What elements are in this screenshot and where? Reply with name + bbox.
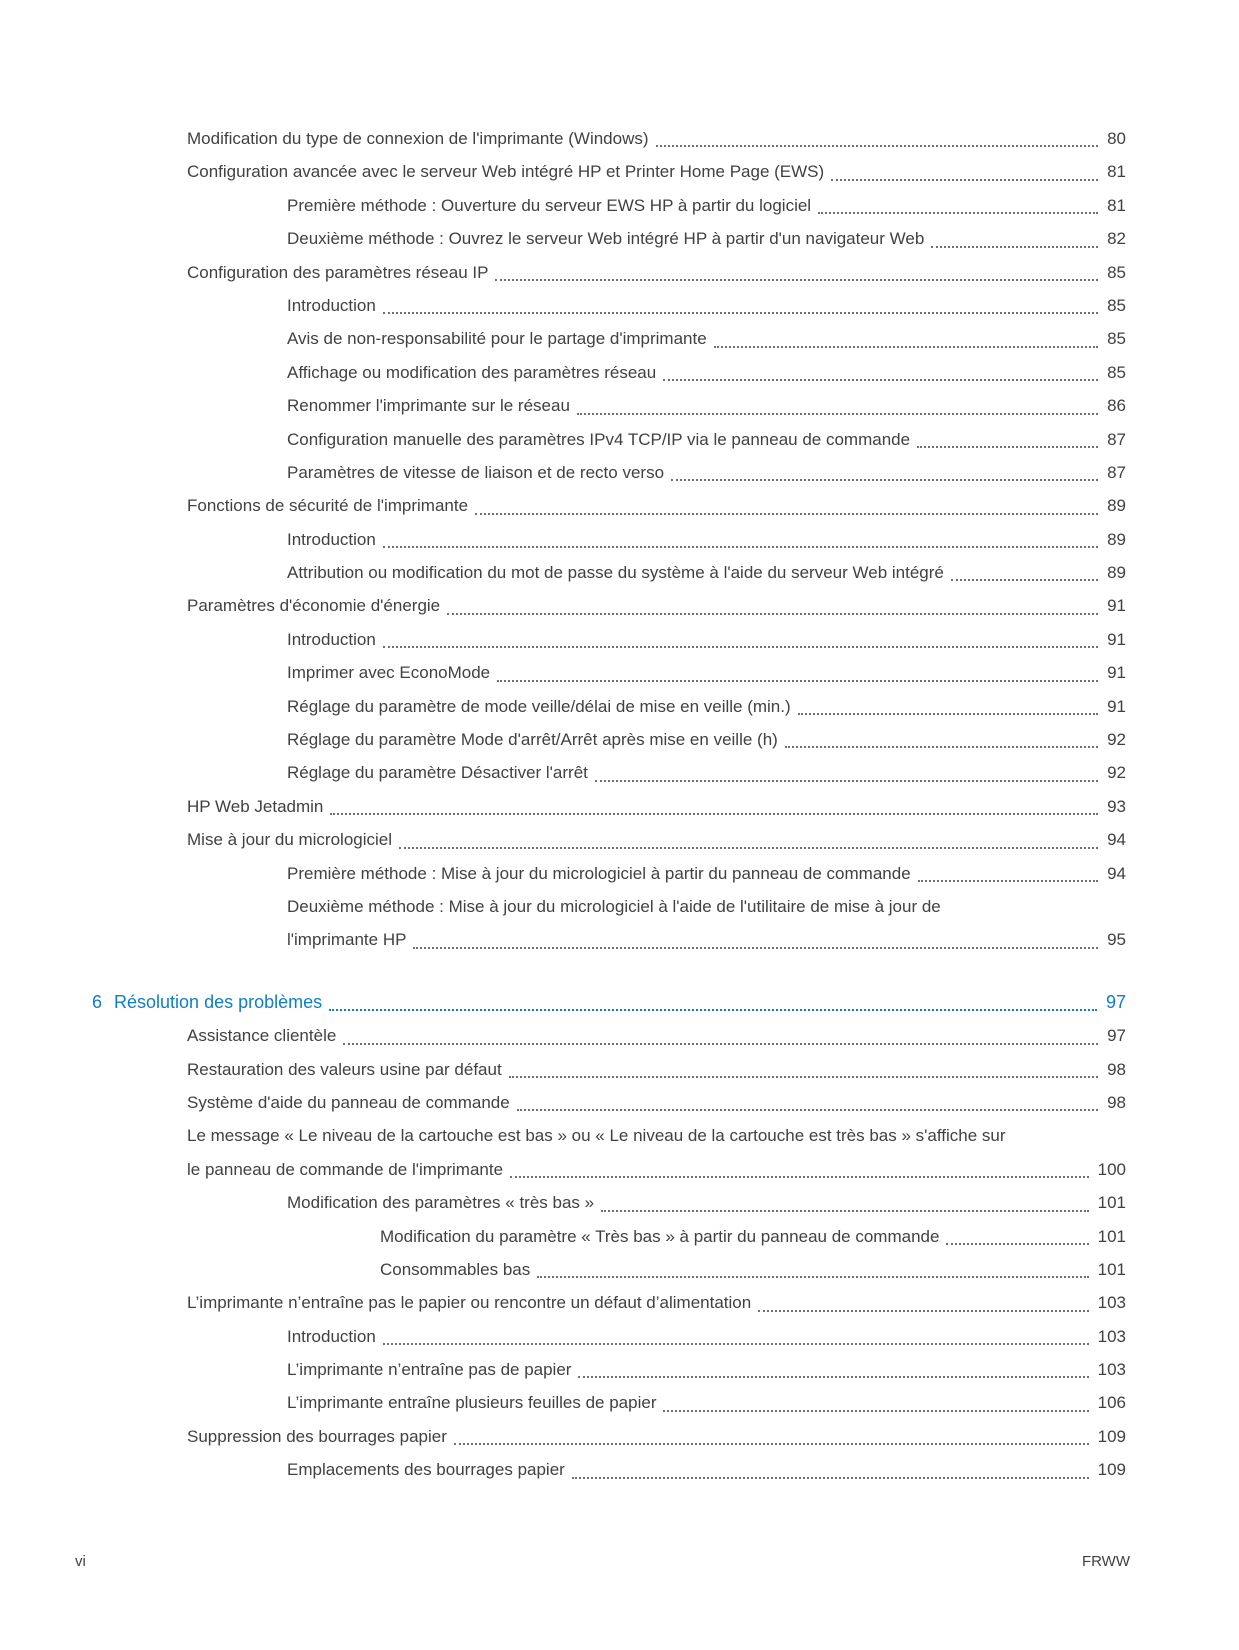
toc-entry[interactable] [92, 857, 1126, 890]
toc-entry[interactable] [92, 1019, 1126, 1052]
toc-entry-wrap-line[interactable] [92, 890, 1126, 923]
toc-entry-page: 98 [1107, 1092, 1126, 1112]
toc-entry-page: 101 [1097, 1226, 1126, 1246]
dot-leader [918, 856, 1098, 882]
toc-entry-page: 101 [1097, 1259, 1126, 1279]
toc-entry-page: 89 [1107, 529, 1126, 549]
page-footer [0, 1553, 1239, 1577]
toc-entry-page: 95 [1107, 930, 1126, 950]
toc-entry-label: Introduction [287, 629, 376, 649]
toc-entry[interactable] [92, 1253, 1126, 1286]
toc-entry-page: 91 [1107, 696, 1126, 716]
toc-entry-page: 85 [1107, 329, 1126, 349]
dot-leader [663, 1386, 1088, 1412]
toc-entry-label: Introduction [287, 529, 376, 549]
toc-entry-label: L’imprimante n’entraîne pas le papier ou rencontre un défaut d’alimentation [187, 1293, 752, 1313]
toc-entry-page: 85 [1107, 362, 1126, 382]
toc-entry-page: 98 [1107, 1059, 1126, 1079]
dot-leader [656, 121, 1099, 147]
toc-entry-label: Affichage ou modification des paramètres réseau [287, 362, 657, 382]
toc-entry-label: Modification du paramètre « Très bas » à partir du panneau de commande [380, 1226, 940, 1246]
dot-leader [495, 255, 1098, 281]
toc-entry-label: Mise à jour du micrologiciel [187, 830, 393, 850]
toc-entry-label: Réglage du paramètre Mode d'arrêt/Arrêt après mise en veille (h) [287, 730, 778, 750]
dot-leader [931, 222, 1098, 248]
toc-entry-page: 93 [1107, 796, 1126, 816]
dot-leader [383, 522, 1098, 548]
toc-entry-label: Fonctions de sécurité de l'imprimante [187, 496, 469, 516]
dot-leader [671, 455, 1098, 481]
dot-leader [329, 985, 1097, 1011]
toc-entry[interactable] [92, 556, 1126, 589]
toc-entry-page: 103 [1097, 1326, 1126, 1346]
toc-entry-label: Emplacements des bourrages papier [287, 1460, 565, 1480]
toc-entry-page: 92 [1107, 763, 1126, 783]
toc-entry-label: Configuration manuelle des paramètres IPv4 TCP/IP via le panneau de commande [287, 429, 911, 449]
toc-entry-label: Système d'aide du panneau de commande [187, 1092, 510, 1112]
toc-entry-page: 97 [1107, 1026, 1126, 1046]
toc-entry[interactable] [92, 256, 1126, 289]
toc-entry[interactable] [92, 1086, 1126, 1119]
toc-entry[interactable] [92, 723, 1126, 756]
footer-language-code: FRWW [1081, 1553, 1130, 1570]
dot-leader [595, 756, 1098, 782]
toc-entry[interactable] [92, 523, 1126, 556]
toc-entry-page: 89 [1107, 496, 1126, 516]
dot-leader [537, 1252, 1088, 1278]
dot-leader [510, 1152, 1089, 1178]
toc-entry[interactable] [92, 1286, 1126, 1319]
dot-leader [383, 622, 1098, 648]
toc-entry-label: Le message « Le niveau de la cartouche est bas » ou « Le niveau de la cartouche est très bas » s'affiche sur [187, 1126, 1006, 1146]
toc-entry[interactable] [92, 823, 1126, 856]
dot-leader [577, 389, 1098, 415]
dot-leader [497, 656, 1098, 682]
chapter-number: 6 [92, 991, 103, 1012]
dot-leader [601, 1186, 1089, 1212]
toc-entry[interactable] [92, 356, 1126, 389]
toc-entry[interactable] [92, 1386, 1126, 1419]
toc-entry-page: 91 [1107, 629, 1126, 649]
dot-leader [517, 1085, 1098, 1111]
toc-entry-label: Réglage du paramètre Désactiver l'arrêt [287, 763, 588, 783]
toc-entry-label: Configuration avancée avec le serveur Web intégré HP et Printer Home Page (EWS) [187, 162, 825, 182]
dot-leader [383, 288, 1098, 314]
toc-chapter-heading[interactable] [92, 986, 1126, 1019]
toc-entry-page: 91 [1107, 663, 1126, 683]
dot-leader [383, 1319, 1089, 1345]
toc-entry[interactable] [92, 389, 1126, 422]
toc-entry-label: Imprimer avec EconoMode [287, 663, 491, 683]
toc-entry[interactable] [92, 623, 1126, 656]
toc-entry-page: 100 [1097, 1159, 1126, 1179]
toc-entry[interactable] [92, 1053, 1126, 1086]
dot-leader [951, 555, 1098, 581]
toc-entry-page: 101 [1097, 1193, 1126, 1213]
toc-entry[interactable] [92, 656, 1126, 689]
toc-entry-wrap-line[interactable] [92, 1119, 1126, 1152]
dot-leader [758, 1286, 1088, 1312]
toc-entry[interactable] [92, 189, 1126, 222]
toc-entry[interactable] [92, 456, 1126, 489]
toc-entry-page: 92 [1107, 730, 1126, 750]
toc-entry-label: le panneau de commande de l'imprimante [187, 1159, 504, 1179]
toc-entry[interactable] [92, 589, 1126, 622]
toc-entry-page: 109 [1097, 1426, 1126, 1446]
toc-entry[interactable] [92, 690, 1126, 723]
toc-entry-label: Assistance clientèle [187, 1026, 337, 1046]
toc-entry[interactable] [92, 790, 1126, 823]
toc-entry-label: Modification du type de connexion de l'imprimante (Windows) [187, 129, 649, 148]
toc-entry[interactable] [92, 1453, 1126, 1486]
toc-entry[interactable] [92, 1353, 1126, 1386]
toc-entry-label: Modification des paramètres « très bas » [287, 1193, 595, 1213]
dot-leader [663, 355, 1098, 381]
dot-leader [330, 789, 1098, 815]
toc-entry-label: Introduction [287, 1326, 376, 1346]
toc-entry[interactable] [92, 1186, 1126, 1219]
toc-entry-page: 81 [1107, 162, 1126, 182]
dot-leader [831, 155, 1098, 181]
toc-entry-label: L’imprimante n’entraîne pas de papier [287, 1360, 572, 1380]
toc-entry-page: 106 [1097, 1393, 1126, 1413]
toc-entry-page: 87 [1107, 462, 1126, 482]
toc-entry[interactable] [92, 122, 1126, 155]
toc-entry-label: Renommer l'imprimante sur le réseau [287, 396, 570, 416]
toc-entry-page: 94 [1107, 830, 1126, 850]
toc-entry-page: 94 [1107, 863, 1126, 883]
toc-entry[interactable] [92, 423, 1126, 456]
dot-leader [818, 188, 1098, 214]
dot-leader [798, 689, 1098, 715]
toc-entry-label: Deuxième méthode : Ouvrez le serveur Web intégré HP à partir d'un navigateur Web [287, 229, 925, 249]
toc-entry-label: Restauration des valeurs usine par défaut [187, 1059, 502, 1079]
toc-entry[interactable] [92, 222, 1126, 255]
toc-entry-label: Paramètres de vitesse de liaison et de recto verso [287, 462, 665, 482]
toc-entry-label: Attribution ou modification du mot de passe du système à l'aide du serveur Web intégré [287, 563, 944, 583]
toc-entry-page: 86 [1107, 396, 1126, 416]
toc-entry[interactable] [92, 756, 1126, 789]
dot-leader [399, 823, 1098, 849]
dot-leader [714, 322, 1098, 348]
dot-leader [917, 422, 1098, 448]
toc-entry[interactable] [92, 1320, 1126, 1353]
toc-entry-label: Configuration des paramètres réseau IP [187, 262, 489, 282]
toc-entry-page: 81 [1107, 195, 1126, 215]
toc-entry[interactable] [92, 489, 1126, 522]
toc-entry-page: 80 [1107, 129, 1126, 148]
toc-entry[interactable] [92, 155, 1126, 188]
toc-entry-page: 109 [1097, 1460, 1126, 1480]
toc-entry-label: Suppression des bourrages papier [187, 1426, 447, 1446]
toc-entry[interactable] [92, 1420, 1126, 1453]
toc-entry-page: 91 [1107, 596, 1126, 616]
dot-leader [578, 1352, 1088, 1378]
toc-entry-page: 85 [1107, 295, 1126, 315]
dot-leader [946, 1219, 1088, 1245]
toc-entry-label: Paramètres d'économie d'énergie [187, 596, 441, 616]
toc-entry-page: 85 [1107, 262, 1126, 282]
dot-leader [475, 489, 1098, 515]
toc-entry-page: 82 [1107, 229, 1126, 249]
toc-entry-label: Réglage du paramètre de mode veille/délai de mise en veille (min.) [287, 696, 791, 716]
toc-entry-label: L’imprimante entraîne plusieurs feuilles de papier [287, 1393, 657, 1413]
toc-entry-label: Introduction [287, 295, 376, 315]
toc-entry-label: Avis de non-responsabilité pour le partage d'imprimante [287, 329, 707, 349]
footer-page-number: vi [75, 1553, 86, 1570]
toc-entry-page: 87 [1107, 429, 1126, 449]
toc-entry[interactable] [92, 289, 1126, 322]
chapter-title: Résolution des problèmes [114, 991, 323, 1012]
toc-entry[interactable] [92, 1220, 1126, 1253]
toc-entry-label: Première méthode : Ouverture du serveur EWS HP à partir du logiciel [287, 195, 812, 215]
toc-entry-page: 103 [1097, 1293, 1126, 1313]
dot-leader [447, 589, 1098, 615]
dot-leader [413, 923, 1098, 949]
toc-entry-page: 89 [1107, 563, 1126, 583]
dot-leader [509, 1052, 1098, 1078]
dot-leader [572, 1453, 1089, 1479]
toc-entry-label: HP Web Jetadmin [187, 796, 324, 816]
dot-leader [454, 1419, 1089, 1445]
toc-entry-label: Consommables bas [380, 1259, 531, 1279]
toc-entry-page: 103 [1097, 1360, 1126, 1380]
toc-entry[interactable] [92, 923, 1126, 956]
toc-entry[interactable] [92, 322, 1126, 355]
toc-entry-label: Première méthode : Mise à jour du micrologiciel à partir du panneau de commande [287, 863, 911, 883]
dot-leader [343, 1019, 1098, 1045]
toc-entry[interactable] [92, 1153, 1126, 1186]
toc-entry-label: Deuxième méthode : Mise à jour du micrologiciel à l'aide de l'utilitaire de mise à jour de [287, 896, 941, 916]
dot-leader [785, 722, 1098, 748]
toc-entry-label: l'imprimante HP [287, 930, 407, 950]
chapter-page: 97 [1105, 991, 1126, 1012]
